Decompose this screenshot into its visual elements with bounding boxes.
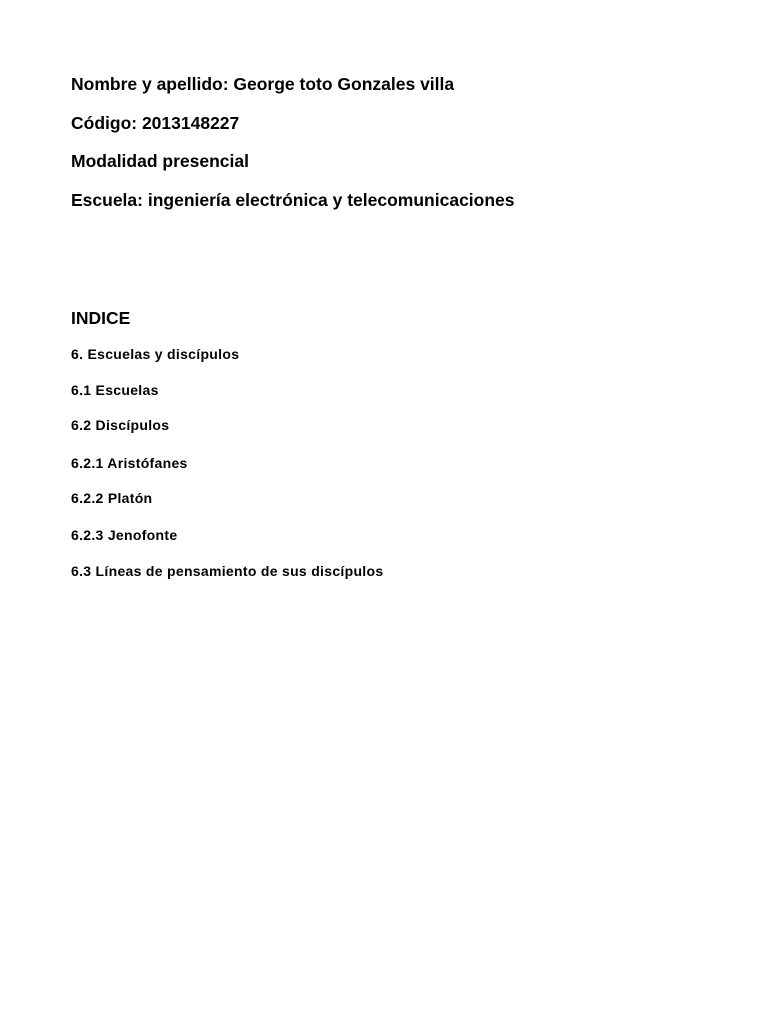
index-item-lines-of-thought: 6.3 Líneas de pensamiento de sus discípulos [71,563,384,579]
school-line: Escuela: ingeniería electrónica y telecomunicaciones [71,190,515,210]
modality-line: Modalidad presencial [71,151,249,171]
student-name-line: Nombre y apellido: George toto Gonzales villa [71,74,455,94]
index-item-schools: 6.1 Escuelas [71,382,159,398]
index-item-disciples: 6.2 Discípulos [71,417,170,433]
index-title: INDICE [71,308,131,328]
index-item-xenophon: 6.2.3 Jenofonte [71,527,178,543]
index-item-aristophanes: 6.2.1 Aristófanes [71,455,188,471]
student-code-line: Código: 2013148227 [71,113,240,133]
index-item-plato: 6.2.2 Platón [71,490,153,506]
index-item-schools-and-disciples: 6. Escuelas y discípulos [71,346,240,362]
